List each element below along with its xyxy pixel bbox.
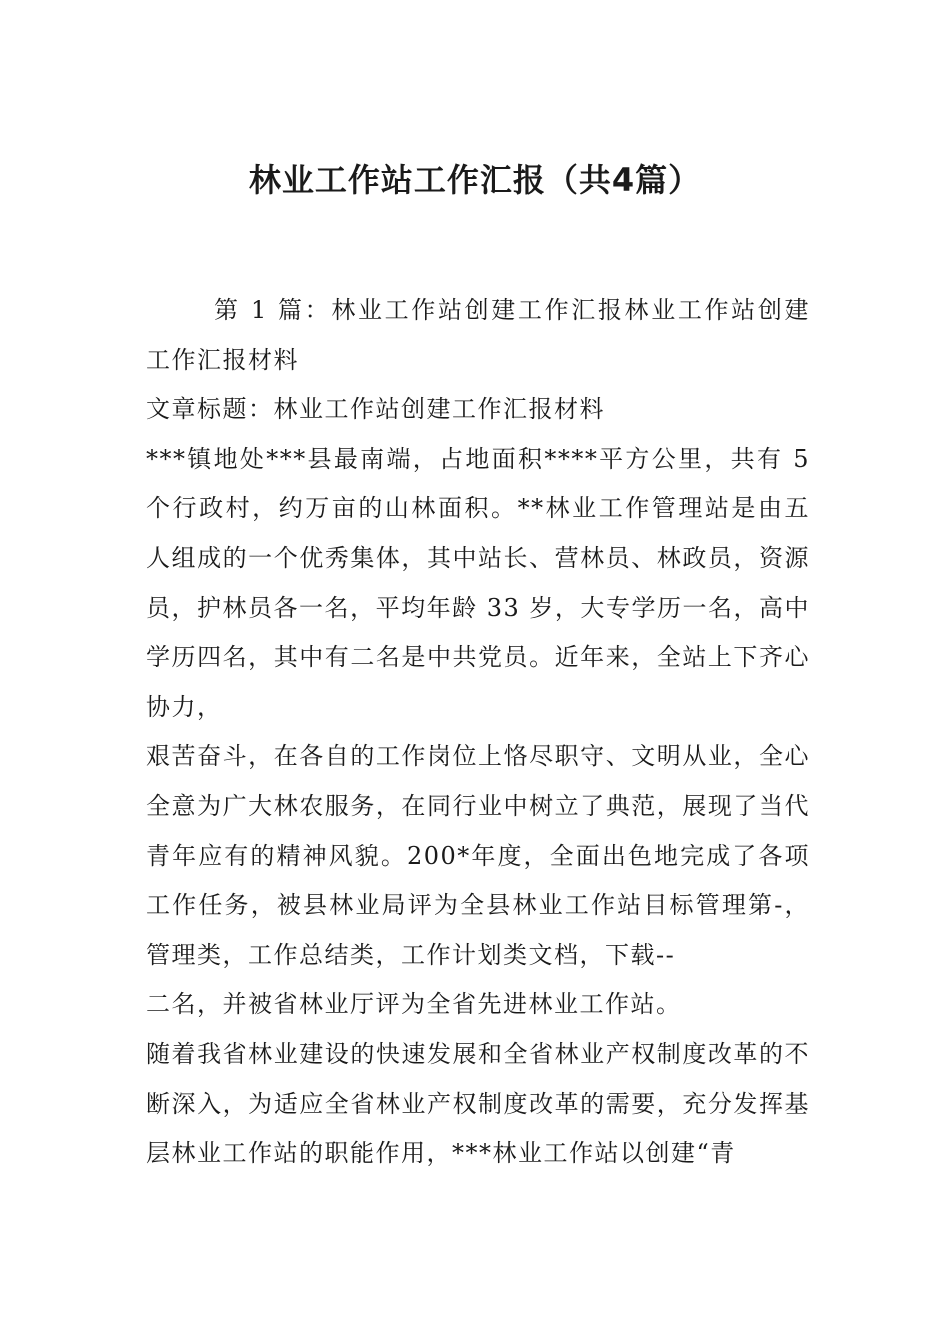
paragraph-award: 二名，并被省林业厅评为全省先进林业工作站。	[146, 990, 682, 1019]
document-body	[146, 286, 810, 1179]
paragraph-town-overview: ***镇地处***县最南端，占地面积****平方公里，共有 5 个行政村，约万亩的山林面积。**林业工作管理站是由五人组成的一个优秀集体，其中站长、营林员、林政员，资源员，护林员各一名，平均年龄 33 岁，大专学历一名，高中学历四名，其中有二名是中共党员。近年来，全站上下齐心协力，	[146, 444, 810, 721]
document-title: 林业工作站工作汇报（共4篇）	[248, 161, 702, 199]
paragraph-article-heading: 第 1 篇：林业工作站创建工作汇报林业工作站创建工作汇报材料	[146, 296, 810, 374]
paragraph-achievements: 艰苦奋斗，在各自的工作岗位上恪尽职守、文明从业，全心全意为广大林农服务，在同行业中树立了典范，展现了当代青年应有的精神风貌。200*年度，全面出色地完成了各项工作任务，被县林业局评为全县林业工作站目标管理第-，管理类，工作总结类，工作计划类文档，下载--	[146, 742, 810, 969]
paragraph-article-title: 文章标题：林业工作站创建工作汇报材料	[146, 395, 605, 424]
paragraph-reform: 随着我省林业建设的快速发展和全省林业产权制度改革的不断深入，为适应全省林业产权制度改革的需要，充分发挥基层林业工作站的职能作用，***林业工作站以创建“青	[146, 1039, 810, 1168]
